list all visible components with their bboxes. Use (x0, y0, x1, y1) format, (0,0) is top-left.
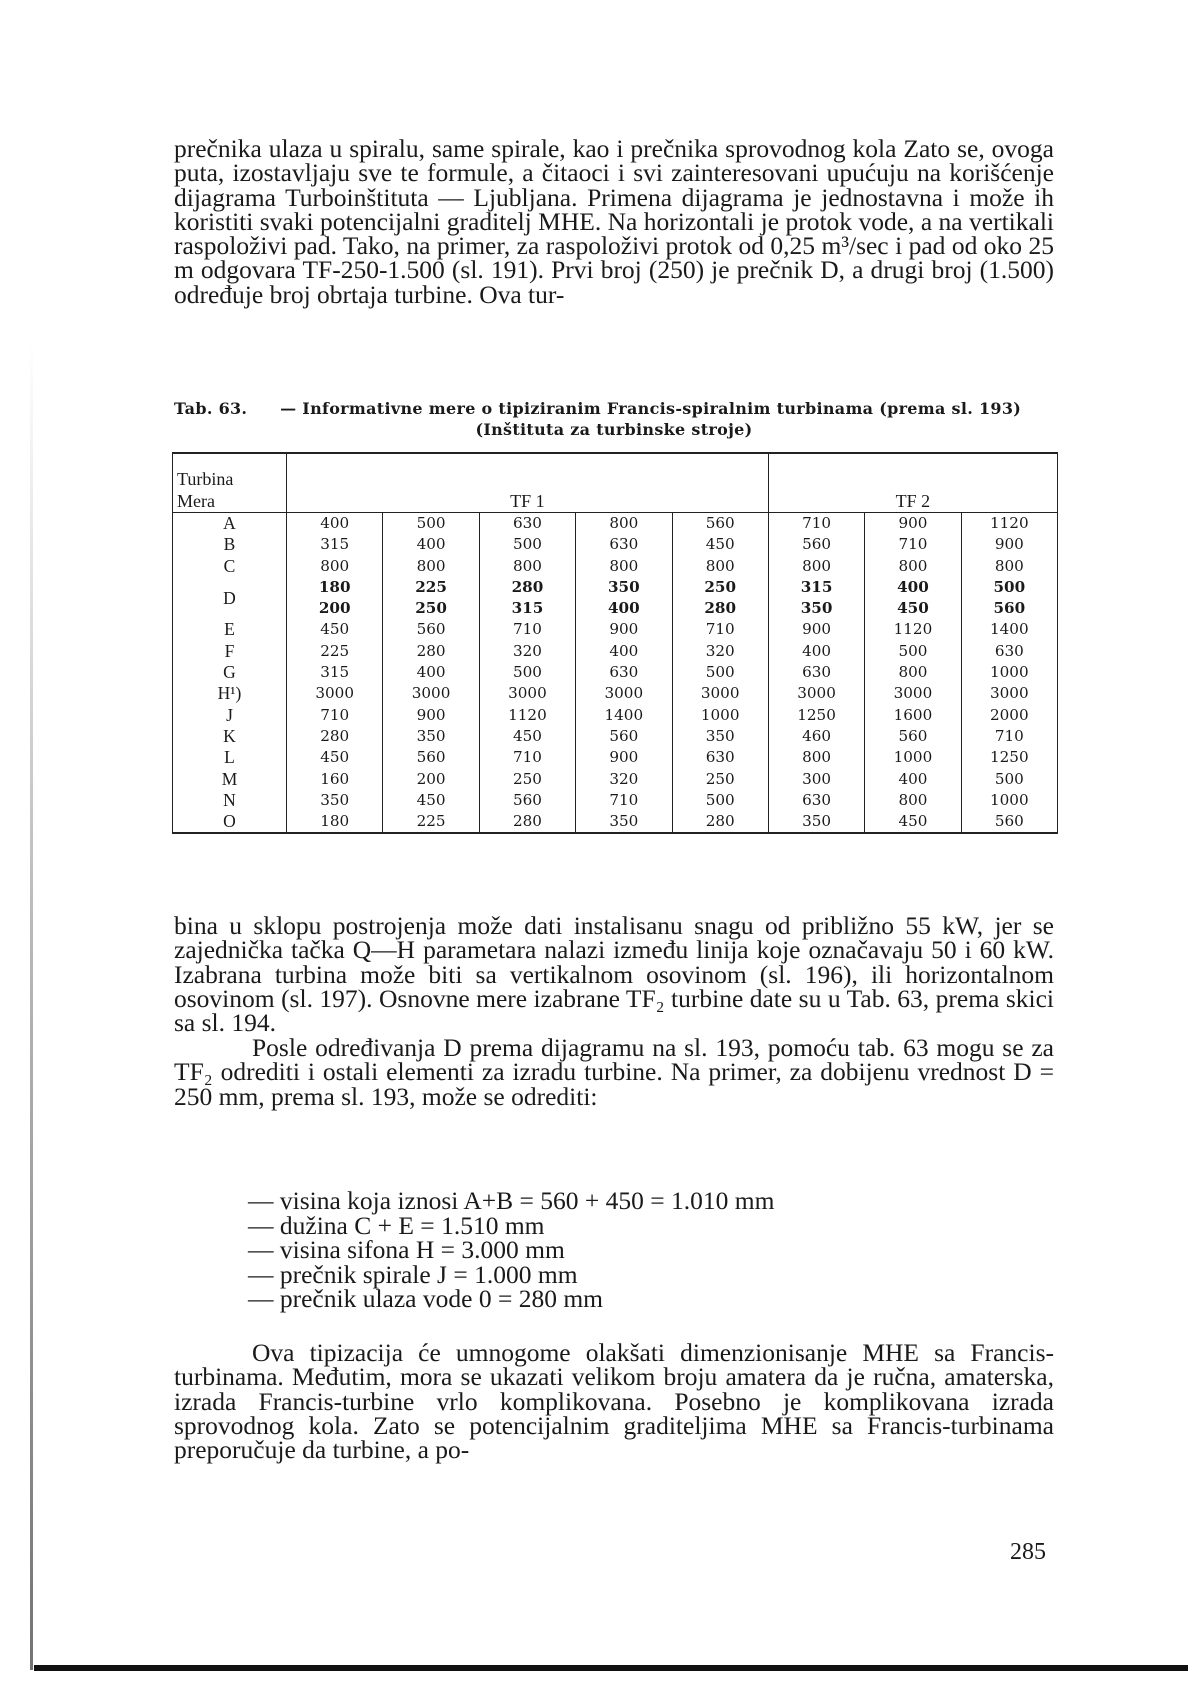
table-cell: 800 (705, 556, 735, 575)
table-cell: 350 (705, 726, 735, 745)
row-labels-column (173, 513, 287, 834)
data-column-2 (383, 513, 479, 834)
table-cell: 225 (416, 812, 446, 831)
row-label: N (223, 789, 236, 810)
table-cell: 800 (802, 748, 832, 767)
data-column-3 (479, 513, 575, 834)
data-column-1 (287, 513, 383, 834)
table-cell: 710 (512, 748, 542, 767)
table-cell: 630 (609, 535, 639, 554)
table-header-row (173, 453, 1058, 513)
table-cell: 400 (607, 599, 640, 618)
table-cell: 1120 (989, 514, 1029, 532)
row-label: F (224, 640, 235, 661)
table-cell: 630 (512, 514, 542, 532)
table-cell: 560 (994, 812, 1024, 831)
header-turbina-mera (173, 453, 287, 513)
row-label: M (221, 768, 238, 789)
table-cell: 3000 (989, 684, 1029, 703)
paragraph-3: Ova tipizacija će umnogome olakšati dimenzionisanje MHE sa Francis-turbinama. Međutim, mora se ukazati velikom broju amatera da je ručna, amaterska, izrada Francis-turbine vrlo komplikovana. Posebno je komplikovana izrada sprovodnog kola. Zato se potencijalnim graditeljima MHE sa Francis-turbinama preporučuje da turbine, a po- (174, 1338, 1054, 1465)
table-cell: 400 (416, 663, 446, 682)
table-cell: 225 (320, 641, 350, 660)
paragraph-2: Posle određivanja D prema dijagramu na sl. 193, pomoću tab. 63 mogu se za TF₂ odrediti i ostali elementi za izradu turbine. Na primer, za dobijenu vrednost D = 250 mm, prema sl. 193, može se odrediti: (174, 1033, 1054, 1111)
table-cell: 320 (512, 641, 542, 660)
table-cell: 450 (416, 790, 446, 809)
scan-bottom-edge (34, 1665, 1188, 1671)
table-cell: 1000 (989, 663, 1029, 682)
table-cell: 500 (705, 663, 735, 682)
table-cell: 250 (512, 769, 542, 788)
table-cell: 560 (416, 748, 446, 767)
table-cell: 280 (512, 812, 542, 831)
table-cell: 180 (320, 812, 350, 831)
table-cell: 1000 (700, 705, 740, 724)
table-cell: 450 (898, 812, 928, 831)
table-cell: 315 (320, 535, 350, 554)
row-label: D (223, 587, 236, 608)
table-cell: 560 (898, 726, 928, 745)
table-caption-text: — Informativne mere o tipiziranim Francis-spiralnim turbinama (prema sl. 193) (Inštituta za turbinske stroje) (280, 399, 1022, 439)
table-cell: 710 (898, 535, 928, 554)
table-cell: 900 (994, 535, 1024, 554)
table-cell: 900 (609, 748, 639, 767)
table-cell: 320 (609, 769, 639, 788)
table-cell: 500 (993, 577, 1026, 596)
table-cell: 3000 (893, 684, 933, 703)
table-cell: 630 (802, 663, 832, 682)
table-cell: 800 (898, 790, 928, 809)
table-body-row (173, 513, 1058, 834)
table-cell: 180 (318, 577, 351, 596)
table-caption (174, 398, 1054, 440)
data-column-6 (768, 513, 864, 834)
table-cell: 450 (512, 726, 542, 745)
data-column-4 (576, 513, 672, 834)
table-cell: 3000 (508, 684, 547, 703)
list-item: — prečnik spirale J = 1.000 mm (248, 1263, 774, 1288)
data-column-5 (672, 513, 768, 834)
table-cell: 3000 (604, 684, 644, 703)
table-cell: 500 (416, 514, 446, 532)
table-cell: 500 (512, 535, 542, 554)
table-cell: 560 (512, 790, 542, 809)
table-cell: 800 (512, 556, 542, 575)
dimension-list (248, 1186, 775, 1313)
table-cell: 280 (416, 641, 446, 660)
table-cell: 710 (705, 620, 735, 639)
table-cell: 315 (320, 663, 350, 682)
header-turbina: Turbina (177, 469, 234, 489)
table-cell: 800 (609, 514, 639, 532)
table-cell: 3000 (411, 684, 451, 703)
table-cell: 400 (802, 641, 832, 660)
row-label: A (223, 513, 236, 533)
table-cell: 460 (802, 726, 832, 745)
list-item: — visina sifona H = 3.000 mm (248, 1238, 774, 1263)
list-item: — dužina C + E = 1.510 mm (248, 1214, 774, 1239)
table-cell: 900 (609, 620, 639, 639)
row-label: H¹) (217, 683, 242, 704)
table-cell: 1250 (989, 748, 1029, 767)
page-number: 285 (1010, 1539, 1046, 1565)
table-cell: 710 (802, 514, 832, 532)
table-cell: 450 (320, 748, 350, 767)
table-cell: 500 (705, 790, 735, 809)
table-cell: 1120 (893, 620, 933, 639)
table-cell: 900 (898, 514, 928, 532)
header-mera: Mera (177, 491, 215, 511)
table-cell: 630 (609, 663, 639, 682)
table-cell: 1000 (989, 790, 1029, 809)
table-cell: 560 (802, 535, 832, 554)
table-cell: 1250 (797, 705, 836, 724)
row-label: E (224, 619, 235, 640)
table-cell: 225 (415, 577, 447, 596)
table-cell: 280 (511, 577, 544, 596)
table-cell: 800 (320, 556, 350, 575)
table-cell: 450 (320, 620, 350, 639)
table-cell: 315 (800, 577, 833, 596)
table-cell: 300 (802, 769, 832, 788)
table-cell: 3000 (315, 684, 355, 703)
turbine-dimensions-table (172, 452, 1058, 834)
table-cell: 250 (704, 577, 737, 596)
table-cell: 400 (609, 641, 639, 660)
table-cell: 400 (898, 769, 928, 788)
table-cell: 800 (994, 556, 1024, 575)
table-cell: 450 (897, 599, 929, 618)
table-cell: 900 (416, 705, 446, 724)
table-cell: 250 (705, 769, 735, 788)
table-cell: 800 (898, 663, 928, 682)
paragraph-1: bina u sklopu postrojenja može dati instalisanu snagu od približno 55 kW, jer se zajednička tačka Q—H parametara nalazi između linija koje označavaju 50 i 60 kW. Izabrana turbina može biti sa vertikalnom osovinom (sl. 196), ili horizontalnom osovinom (sl. 197). Osnovne mere izabrane TF₂ turbine date su u Tab. 63, prema skici sa sl. 194. (174, 911, 1054, 1038)
table-caption-number: Tab. 63. (174, 399, 248, 418)
row-label: L (224, 747, 235, 768)
table-cell: 560 (705, 514, 735, 532)
table-cell: 2000 (989, 705, 1029, 724)
table-cell: 450 (705, 535, 735, 554)
header-group-tf2: TF 2 (768, 453, 1057, 513)
header-group-tf1: TF 1 (287, 453, 769, 513)
table-cell: 500 (512, 663, 542, 682)
table-cell: 3000 (700, 684, 740, 703)
table-cell: 630 (802, 790, 832, 809)
table-cell: 800 (609, 556, 639, 575)
table-cell: 350 (800, 599, 833, 618)
table-cell: 350 (416, 726, 446, 745)
table-cell: 1400 (604, 705, 644, 724)
table-cell: 500 (898, 641, 928, 660)
table-cell: 315 (511, 599, 544, 618)
table-cell: 350 (609, 812, 639, 831)
row-label: K (223, 725, 236, 746)
table-cell: 560 (609, 726, 639, 745)
table-cell: 1600 (893, 705, 933, 724)
table-cell: 280 (705, 812, 735, 831)
list-item: — visina koja iznosi A+B = 560 + 450 = 1.010 mm (248, 1189, 774, 1214)
table-cell: 710 (320, 705, 350, 724)
table-cell: 200 (318, 599, 351, 618)
table-cell: 710 (994, 726, 1024, 745)
table-cell: 1400 (989, 620, 1029, 639)
table-cell: 560 (416, 620, 446, 639)
row-label: B (223, 534, 236, 555)
row-label: J (226, 704, 233, 725)
table-cell: 630 (705, 748, 735, 767)
table-cell: 350 (607, 577, 640, 596)
table-cell: 800 (416, 556, 446, 575)
table-cell: 3000 (797, 684, 836, 703)
row-label: C (223, 555, 236, 576)
table-cell: 400 (897, 577, 929, 596)
table-cell: 1000 (893, 748, 933, 767)
table-cell: 280 (320, 726, 350, 745)
table-cell: 400 (416, 535, 446, 554)
row-label: G (223, 662, 236, 683)
table-cell: 400 (320, 514, 350, 532)
table-cell: 500 (994, 769, 1024, 788)
table-cell: 1120 (508, 705, 547, 724)
table-cell: 560 (993, 599, 1026, 618)
table-cell: 710 (512, 620, 542, 639)
data-column-7 (865, 513, 961, 834)
table-cell: 900 (802, 620, 832, 639)
table-cell: 350 (802, 812, 832, 831)
table-cell: 320 (705, 641, 735, 660)
table-cell: 800 (898, 556, 928, 575)
list-item: — prečnik ulaza vode 0 = 280 mm (248, 1287, 774, 1312)
table-cell: 160 (320, 769, 350, 788)
table-cell: 350 (320, 790, 350, 809)
top-paragraph: prečnika ulaza u spiralu, same spirale, kao i prečnika sprovodnog kola Zato se, ovoga puta, izostavljaju sve te formule, a čitaoci i svi zainteresovani upućuju na korišćenje dijagrama Turboinštituta — Ljubljana. Primena dijagrama je jednostavna i može ih koristiti svaki potencijalni graditelj MHE. Na horizontali je protok vode, a na vertikali raspoloživi pad. Tako, na primer, za raspoloživi protok od 0,25 m³/sec i pad od oko 25 m odgovara TF-250-1.500 (sl. 191). Prvi broj (250) je prečnik D, a drugi broj (1.500) određuje broj obrtaja turbine. Ova tur- (174, 134, 1054, 309)
scan-spine-shadow (30, 340, 33, 1670)
table-cell: 200 (416, 769, 446, 788)
table-cell: 630 (994, 641, 1024, 660)
table-cell: 800 (802, 556, 832, 575)
table-cell: 710 (609, 790, 639, 809)
row-label: O (223, 811, 236, 832)
data-column-8 (961, 513, 1057, 834)
table-cell: 250 (415, 599, 447, 618)
table-cell: 280 (704, 599, 737, 618)
